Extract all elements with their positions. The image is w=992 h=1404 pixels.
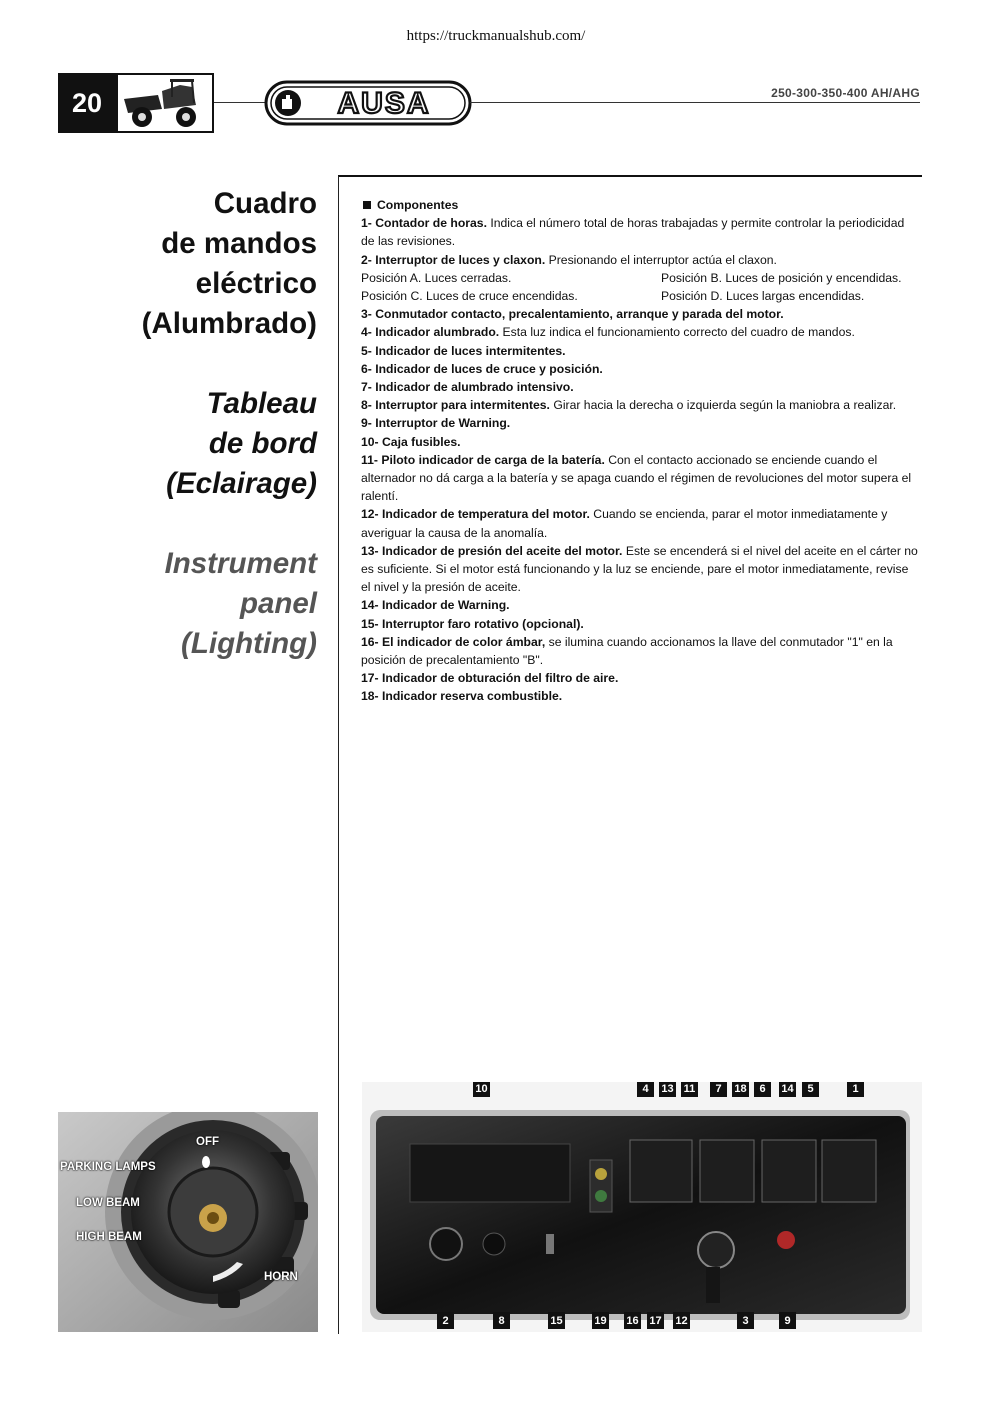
list-item: 2- Interruptor de luces y claxon. Presionando el interruptor actúa el claxon. bbox=[361, 252, 777, 267]
callout-17: 17 bbox=[647, 1312, 664, 1329]
list-item: 4- Indicador alumbrado. Esta luz indica el funcionamiento correcto del cuadro de mandos. bbox=[361, 325, 855, 340]
component-list bbox=[361, 196, 921, 706]
callout-7: 7 bbox=[710, 1082, 727, 1097]
dial-label-horn: HORN bbox=[264, 1271, 298, 1283]
callout-8: 8 bbox=[493, 1312, 510, 1329]
list-item: 17- Indicador de obturación del filtro de aire. bbox=[361, 671, 619, 686]
title-french: Tableau de bord (Eclairage) bbox=[166, 387, 317, 500]
list-item: 5- Indicador de luces intermitentes. bbox=[361, 343, 566, 358]
callout-2: 2 bbox=[437, 1312, 454, 1329]
callout-12: 12 bbox=[673, 1312, 690, 1329]
dial-label-off: OFF bbox=[196, 1136, 219, 1148]
source-url[interactable]: https://truckmanualshub.com/ bbox=[406, 28, 586, 44]
title-english: Instrument panel (Lighting) bbox=[164, 547, 317, 660]
callout-15: 15 bbox=[548, 1312, 565, 1329]
callout-18: 18 bbox=[732, 1082, 749, 1097]
list-item: 9- Interruptor de Warning. bbox=[361, 416, 511, 431]
callout-19: 19 bbox=[592, 1312, 609, 1329]
list-item: 8- Interruptor para intermitentes. Girar hacia la derecha o izquierda según la maniobra a realizar. bbox=[361, 398, 897, 413]
list-item: 3- Conmutador contacto, precalentamiento, arranque y parada del motor. bbox=[361, 307, 784, 322]
list-item: 16- El indicador de color ámbar, se ilumina cuando accionamos la llave del conmutador "1" en la posición de precalentamiento "B". bbox=[361, 634, 893, 668]
list-item: 14- Indicador de Warning. bbox=[361, 598, 510, 613]
list-item: 6- Indicador de luces de cruce y posición. bbox=[361, 361, 603, 376]
callout-16: 16 bbox=[624, 1312, 641, 1329]
header-rule-left bbox=[214, 102, 266, 103]
callout-9: 9 bbox=[779, 1312, 796, 1329]
ausa-logo bbox=[264, 79, 472, 127]
list-item: 1- Contador de horas. Indica el número total de horas trabajadas y permite controlar la periodicidad de las revisiones. bbox=[361, 216, 905, 249]
callout-13: 13 bbox=[659, 1082, 676, 1097]
light-switch-photo bbox=[58, 1112, 318, 1332]
page-number: 20 bbox=[58, 73, 116, 133]
section-heading: Componentes bbox=[361, 196, 921, 214]
content-top-rule bbox=[338, 175, 922, 177]
dumper-truck-icon bbox=[116, 73, 214, 133]
title-spanish: Cuadro de mandos eléctrico (Alumbrado) bbox=[141, 187, 317, 340]
dial-label-parking: PARKING LAMPS bbox=[60, 1161, 156, 1173]
callout-14: 14 bbox=[779, 1082, 796, 1097]
list-item: 13- Indicador de presión del aceite del motor. Este se encenderá si el nivel del aceite en el cárter no es suficiente. Si el motor está funcionando y la luz se enciende, pare el motor inmediatamente, revise el nivel y la presión de aceite. bbox=[361, 543, 918, 595]
position-row: Posición C. Luces de cruce encendidas. Posición D. Luces largas encendidas. bbox=[361, 289, 865, 304]
instrument-panel-photo bbox=[362, 1082, 922, 1332]
callout-1: 1 bbox=[847, 1082, 864, 1097]
position-row: Posición A. Luces cerradas. Posición B. Luces de posición y encendidas. bbox=[361, 270, 902, 285]
model-number: 250-300-350-400 AH/AHG bbox=[771, 86, 920, 100]
header-rule-right bbox=[470, 102, 920, 103]
list-item: 15- Interruptor faro rotativo (opcional). bbox=[361, 616, 584, 631]
column-divider bbox=[338, 176, 339, 1334]
svg-text:AUSA: AUSA bbox=[337, 87, 431, 120]
callout-10: 10 bbox=[473, 1082, 490, 1097]
callout-11: 11 bbox=[681, 1082, 698, 1097]
dial-label-low-beam: LOW BEAM bbox=[76, 1197, 140, 1209]
callout-5: 5 bbox=[802, 1082, 819, 1097]
list-item: 12- Indicador de temperatura del motor. Cuando se encienda, parar el motor inmediatamente y averiguar la causa de la anomalía. bbox=[361, 507, 888, 540]
list-item: 10- Caja fusibles. bbox=[361, 434, 461, 449]
list-item: 18- Indicador reserva combustible. bbox=[361, 689, 563, 704]
callout-4: 4 bbox=[637, 1082, 654, 1097]
callout-3: 3 bbox=[737, 1312, 754, 1329]
callout-6: 6 bbox=[754, 1082, 771, 1097]
list-item: 11- Piloto indicador de carga de la batería. Con el contacto accionado se enciende cuando el alternador no dá carga a la batería y se apaga cuando el régimen de revoluciones del motor supera el ralentí. bbox=[361, 452, 912, 504]
dial-label-high-beam: HIGH BEAM bbox=[76, 1231, 142, 1243]
list-item: 7- Indicador de alumbrado intensivo. bbox=[361, 380, 574, 395]
